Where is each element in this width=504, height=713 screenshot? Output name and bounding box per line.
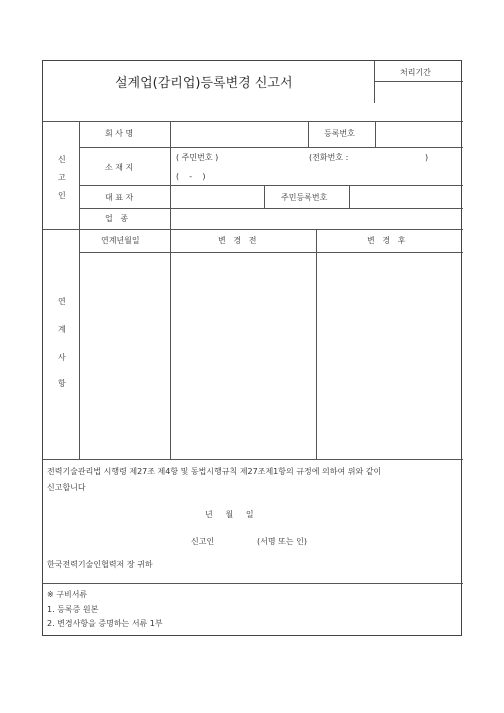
business-type-label: 업 종 bbox=[105, 214, 129, 223]
before-after-divider bbox=[316, 229, 317, 459]
address-label: 소 재 지 bbox=[105, 163, 134, 172]
after-change-header: 변 경 후 bbox=[367, 236, 406, 245]
reporter-section-bottom bbox=[43, 229, 463, 230]
change-side-char-1: 연 bbox=[58, 297, 66, 306]
address-paren-line: ( - ) bbox=[176, 172, 206, 181]
reporter-side-char-1: 신 bbox=[58, 155, 66, 164]
change-date-header: 연계년월일 bbox=[101, 236, 140, 245]
change-side-char-4: 항 bbox=[58, 379, 66, 388]
phone-hint-close: ) bbox=[425, 153, 429, 162]
processing-period-label: 처리기간 bbox=[400, 68, 431, 77]
row-line-1 bbox=[79, 147, 463, 148]
attachment-item-1: 1. 등록증 원본 bbox=[47, 605, 99, 614]
reg-number-right bbox=[375, 121, 376, 147]
processing-period-left bbox=[374, 61, 375, 103]
row-line-2 bbox=[79, 185, 463, 186]
representative-label: 대 표 자 bbox=[105, 193, 134, 202]
label-column-divider bbox=[170, 121, 171, 459]
change-section-bottom bbox=[43, 459, 463, 460]
resident-reg-right bbox=[349, 185, 350, 208]
change-side-char-2: 계 bbox=[58, 325, 66, 334]
signature-hint: (서명 또는 인) bbox=[257, 537, 307, 546]
reporter-signature-label: 신고인 bbox=[191, 537, 215, 546]
resident-reg-left bbox=[264, 185, 265, 208]
postal-code-hint: ( 주민번호 ) bbox=[176, 153, 219, 162]
attachments-heading: ※ 구비서류 bbox=[47, 590, 88, 599]
reporter-side-char-2: 고 bbox=[58, 173, 66, 182]
change-header-bottom bbox=[79, 252, 463, 253]
phone-hint: (전화번호 : bbox=[309, 153, 349, 162]
declaration-line-1: 전력기술관리법 시행령 제27조 제4항 및 동법시행규칙 제27조제1항의 규정에 의하여 위와 같이 bbox=[47, 467, 382, 476]
registration-number-label: 등록번호 bbox=[324, 129, 355, 138]
reporter-side-char-3: 인 bbox=[58, 191, 66, 200]
change-report-form bbox=[42, 60, 462, 636]
addressee: 한국전력기술인협력저 장 귀하 bbox=[47, 560, 153, 569]
before-change-header: 변 경 전 bbox=[218, 236, 257, 245]
title-bottom-line bbox=[43, 121, 463, 122]
form-title: 설계업(감리업)등록변경 신고서 bbox=[115, 76, 293, 91]
company-name-label: 회 사 명 bbox=[105, 129, 134, 138]
change-side-char-3: 사 bbox=[58, 353, 66, 362]
declaration-line-2: 신고합니다 bbox=[47, 483, 86, 492]
side-label-divider bbox=[79, 121, 80, 459]
row-line-3 bbox=[79, 208, 463, 209]
declaration-date-line: 년 월 일 bbox=[205, 510, 254, 519]
processing-period-divider bbox=[374, 81, 463, 82]
declaration-bottom bbox=[43, 583, 463, 584]
attachment-item-2: 2. 변경사항을 증명하는 서류 1부 bbox=[47, 619, 163, 628]
reg-number-left bbox=[308, 121, 309, 147]
resident-reg-label: 주민등록번호 bbox=[281, 193, 328, 202]
